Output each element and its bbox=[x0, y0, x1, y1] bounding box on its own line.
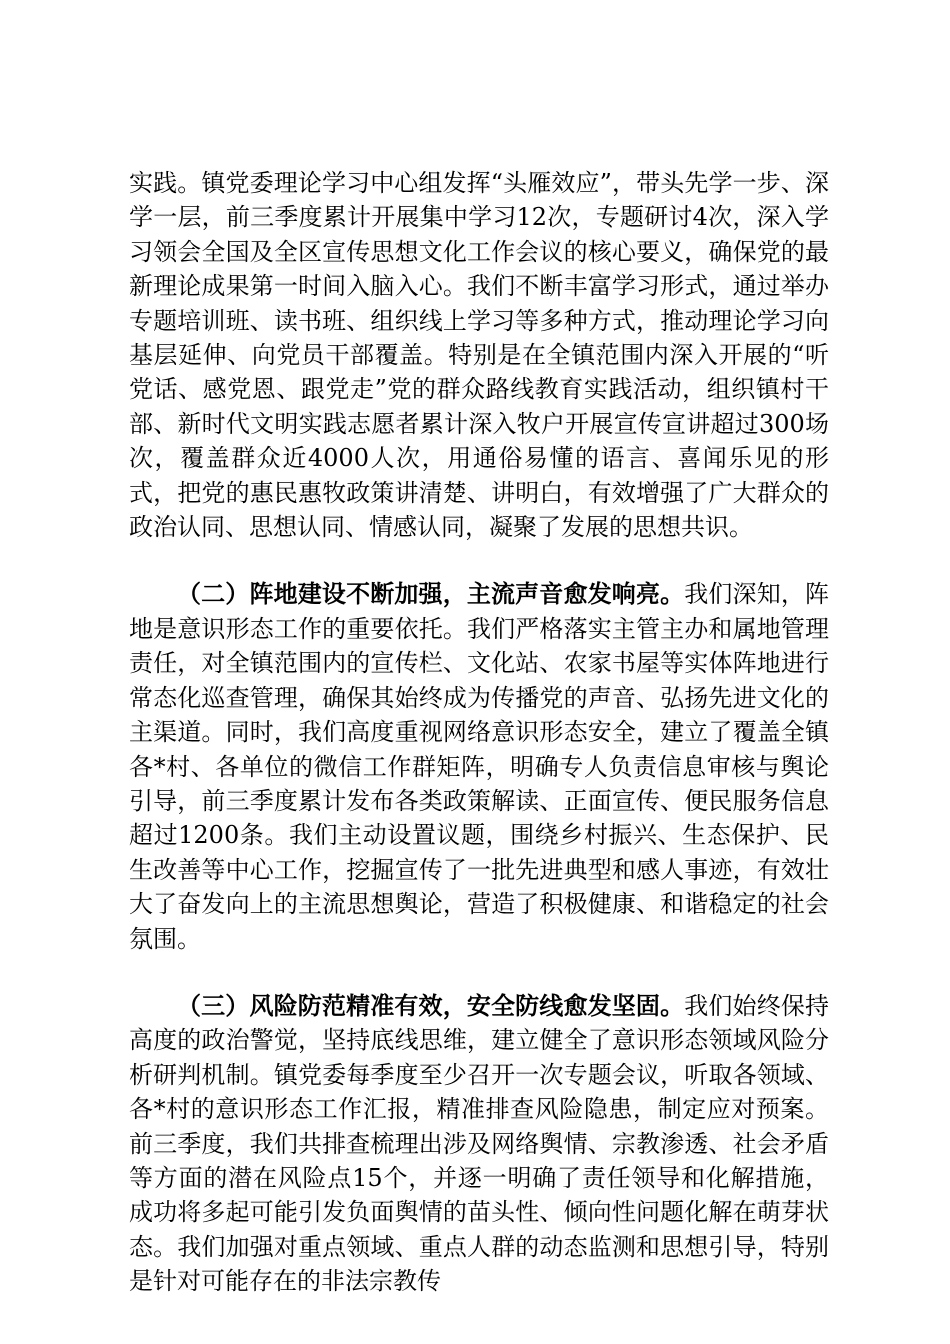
paragraph-theory-study bbox=[129, 166, 829, 544]
section-heading-3: （三）风险防范精准有效，安全防线愈发坚固。 bbox=[177, 991, 685, 1020]
paragraph-risk-prevention bbox=[129, 989, 829, 1299]
paragraph-text: 我们始终保持高度的政治警觉，坚持底线思维，建立健全了意识形态领域风险分析研判机制。镇党委每季度至少召开一次专题会议，听取各领域、各*村的意识形态工作汇报，精准排查风险隐患，制定应对预案。前三季度，我们共排查梳理出涉及网络舆情、宗教渗透、社会矛盾等方面的潜在风险点15个，并逐一明确了责任领导和化解措施，成功将多起可能引发负面舆情的苗头性、倾向性问题化解在萌芽状态。我们加强对重点领域、重点人群的动态监测和思想引导，特别是针对可能存在的非法宗教传 bbox=[129, 991, 830, 1296]
paragraph-text: 实践。镇党委理论学习中心组发挥“头雁效应”，带头先学一步、深学一层，前三季度累计开展集中学习12次，专题研讨4次，深入学习领会全国及全区宣传思想文化工作会议的核心要义，确保党的最新理论成果第一时间入脑入心。我们不断丰富学习形式，通过举办专题培训班、读书班、组织线上学习等多种方式，推动理论学习向基层延伸、向党员干部覆盖。特别是在全镇范围内深入开展的“听党话、感党恩、跟党走”党的群众路线教育实践活动，组织镇村干部、新时代文明实践志愿者累计深入牧户开展宣传宣讲超过300场次，覆盖群众近4000人次，用通俗易懂的语言、喜闻乐见的形式，把党的惠民惠牧政策讲清楚、讲明白，有效增强了广大群众的政治认同、思想认同、情感认同，凝聚了发展的思想共识。 bbox=[129, 169, 829, 542]
section-heading-2: （二）阵地建设不断加强，主流声音愈发响亮。 bbox=[177, 580, 685, 609]
paragraph-text: 我们深知，阵地是意识形态工作的重要依托。我们严格落实主管主办和属地管理责任，对全镇范围内的宣传栏、文化站、农家书屋等实体阵地进行常态化巡查管理，确保其始终成为传播党的声音、弘扬先进文化的主渠道。同时，我们高度重视网络意识形态安全，建立了覆盖全镇各*村、各单位的微信工作群矩阵，明确专人负责信息审核与舆论引导，前三季度累计发布各类政策解读、正面宣传、便民服务信息超过1200条。我们主动设置议题，围绕乡村振兴、生态保护、民生改善等中心工作，挖掘宣传了一批先进典型和感人事迹，有效壮大了奋发向上的主流思想舆论，营造了积极健康、和谐稳定的社会氛围。 bbox=[129, 580, 830, 953]
paragraph-position-building bbox=[129, 577, 829, 955]
document-body bbox=[129, 166, 829, 1299]
